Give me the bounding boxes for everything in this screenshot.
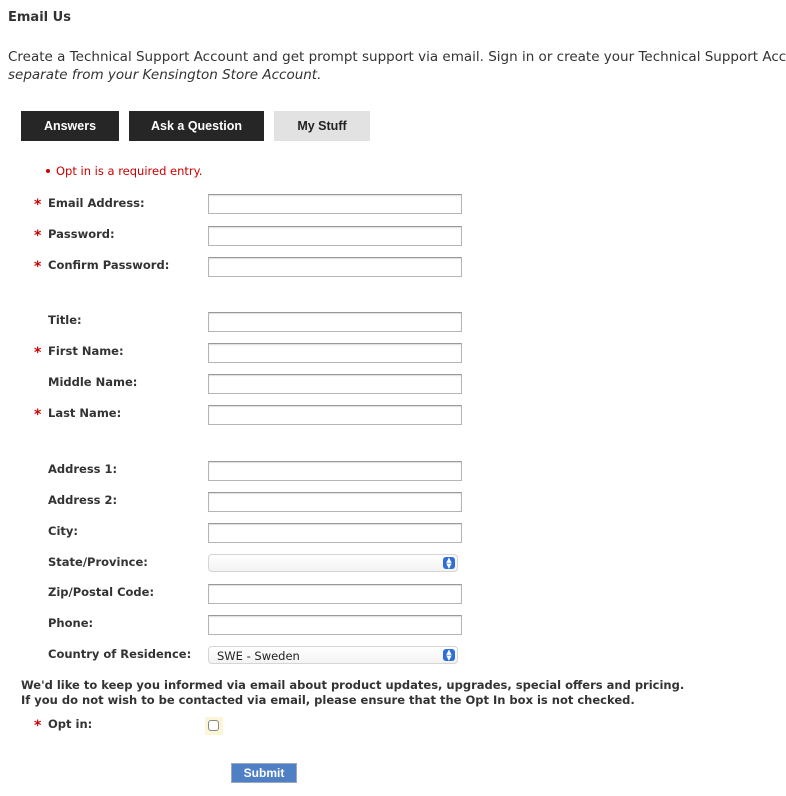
last-name-field[interactable] — [208, 405, 462, 425]
address1-field[interactable] — [208, 461, 462, 481]
opt-in-checkbox[interactable] — [208, 720, 219, 731]
password-label: Password: — [48, 227, 115, 241]
required-marker: * — [34, 345, 42, 361]
tab-answers[interactable]: Answers — [21, 111, 119, 141]
tab-ask-a-question[interactable]: Ask a Question — [129, 111, 264, 141]
page-heading: Email Us — [8, 10, 71, 25]
intro-line-1: Create a Technical Support Account and get prompt support via email. Sign in or create your Technical Support Acc — [8, 49, 786, 65]
required-marker: * — [34, 407, 42, 423]
error-text: Opt in is a required entry. — [56, 164, 203, 178]
bullet-icon — [46, 169, 50, 173]
required-marker: * — [34, 197, 42, 213]
opt-in-highlight — [205, 717, 223, 735]
country-select-value: SWE - Sweden — [217, 649, 300, 663]
email-label: Email Address: — [48, 196, 145, 210]
intro-text — [8, 48, 786, 84]
title-label: Title: — [48, 313, 82, 327]
middle-name-field[interactable] — [208, 374, 462, 394]
submit-button[interactable]: Submit — [231, 763, 297, 783]
required-marker: * — [34, 228, 42, 244]
address2-label: Address 2: — [48, 493, 118, 507]
required-marker: * — [34, 718, 42, 734]
state-label: State/Province: — [48, 555, 148, 569]
error-message — [46, 164, 202, 178]
first-name-field[interactable] — [208, 343, 462, 363]
email-notice — [21, 678, 684, 708]
city-field[interactable] — [208, 523, 462, 543]
password-field[interactable] — [208, 226, 462, 246]
country-label: Country of Residence: — [48, 647, 192, 661]
state-select[interactable] — [208, 554, 458, 572]
middle-name-label: Middle Name: — [48, 375, 138, 389]
notice-line-2: If you do not wish to be contacted via email, please ensure that the Opt In box is not checked. — [21, 693, 635, 707]
first-name-label: First Name: — [48, 344, 124, 358]
phone-label: Phone: — [48, 616, 94, 630]
zip-label: Zip/Postal Code: — [48, 585, 155, 599]
last-name-label: Last Name: — [48, 406, 122, 420]
phone-field[interactable] — [208, 615, 462, 635]
intro-line-2: separate from your Kensington Store Account. — [8, 67, 322, 83]
select-arrows-icon: ▲ ▼ — [443, 557, 455, 569]
zip-field[interactable] — [208, 584, 462, 604]
notice-line-1: We'd like to keep you informed via email about product updates, upgrades, special offers and pricing. — [21, 678, 685, 692]
confirm-password-field[interactable] — [208, 257, 462, 277]
confirm-password-label: Confirm Password: — [48, 258, 170, 272]
opt-in-label: Opt in: — [48, 717, 93, 731]
select-arrows-icon: ▲ ▼ — [443, 649, 455, 661]
address2-field[interactable] — [208, 492, 462, 512]
country-select[interactable] — [208, 646, 458, 664]
city-label: City: — [48, 524, 78, 538]
title-field[interactable] — [208, 312, 462, 332]
email-field[interactable] — [208, 194, 462, 214]
tab-my-stuff[interactable]: My Stuff — [274, 111, 370, 141]
address1-label: Address 1: — [48, 462, 118, 476]
required-marker: * — [34, 259, 42, 275]
